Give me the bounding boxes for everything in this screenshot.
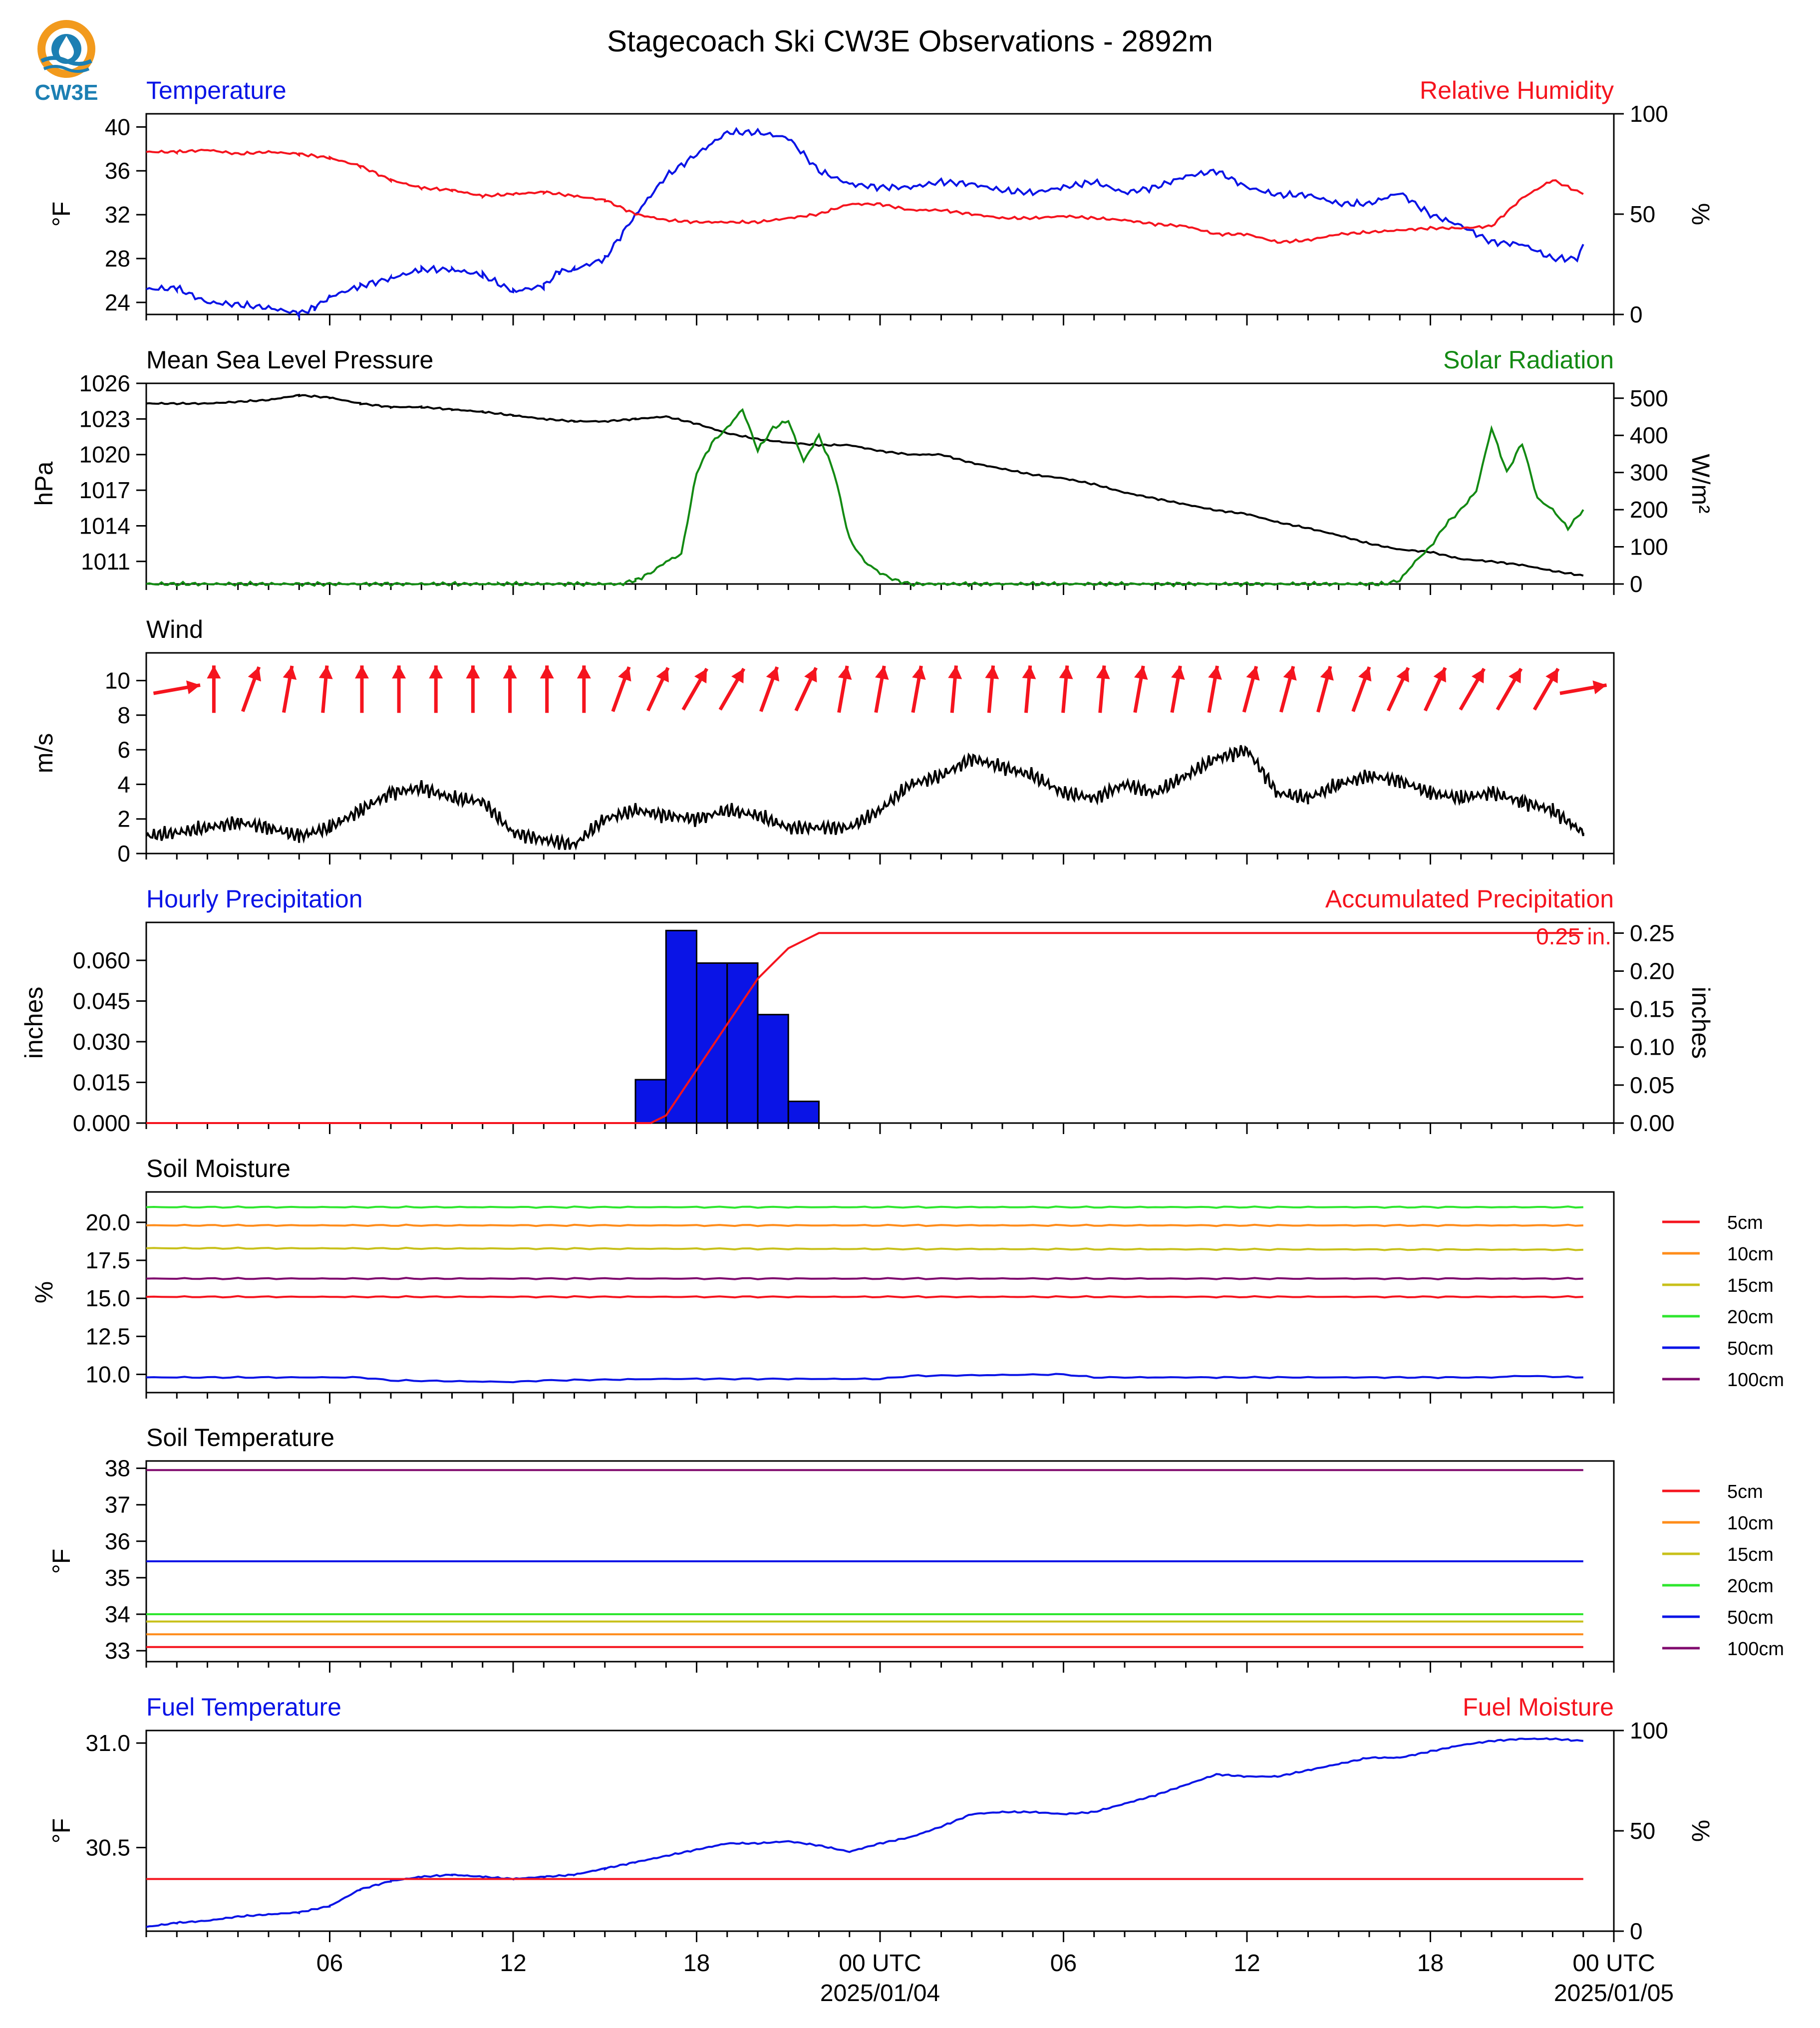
y-tick-label-left: 31.0 <box>85 1730 130 1756</box>
y-tick-label-right: 0.15 <box>1630 996 1675 1022</box>
y-tick-label-right: 400 <box>1630 422 1668 449</box>
legend-label: 50cm <box>1727 1607 1774 1628</box>
y-tick-label-left: 24 <box>104 289 130 315</box>
legend-label: 50cm <box>1727 1338 1774 1359</box>
cw3e-logo <box>34 20 98 105</box>
y-tick-label-right: 0.05 <box>1630 1072 1675 1098</box>
y-tick-label-left: 1011 <box>81 548 130 575</box>
x-tick-label: 12 <box>1233 1950 1260 1977</box>
y-tick-label-right: 500 <box>1630 385 1668 411</box>
y-tick-label-left: 4 <box>117 771 130 798</box>
y-axis-label-left: m/s <box>30 733 58 774</box>
series-20cm <box>146 1206 1583 1208</box>
legend-label: 10cm <box>1727 1513 1774 1534</box>
y-tick-label-left: 20.0 <box>85 1209 130 1235</box>
precip-bar <box>758 1015 788 1123</box>
panel-title-left: Hourly Precipitation <box>146 885 363 913</box>
x-date-label: 2025/01/04 <box>820 1980 940 2007</box>
y-tick-label-right: 0 <box>1630 301 1643 327</box>
y-tick-label-left: 12.5 <box>85 1323 130 1350</box>
panel-title-left: Mean Sea Level Pressure <box>146 346 434 374</box>
y-tick-label-left: 1017 <box>79 477 130 504</box>
y-tick-label-left: 0.000 <box>72 1110 130 1136</box>
panel-title-right: Relative Humidity <box>1419 76 1614 104</box>
y-tick-label-left: 36 <box>104 1528 130 1554</box>
y-tick-label-left: 0.045 <box>72 988 130 1014</box>
legend-label: 10cm <box>1727 1244 1774 1265</box>
y-tick-label-right: 200 <box>1630 497 1668 523</box>
x-tick-label: 06 <box>1050 1950 1077 1977</box>
y-axis-label-right: % <box>1687 203 1715 226</box>
y-tick-label-right: 0.00 <box>1630 1110 1675 1136</box>
panel-title-left: Wind <box>146 615 203 643</box>
y-tick-label-left: 1026 <box>79 370 130 396</box>
y-tick-label-left: 36 <box>104 158 130 184</box>
series-5cm <box>146 1296 1583 1298</box>
y-tick-label-left: 15.0 <box>85 1285 130 1312</box>
panel-title-left: Temperature <box>146 76 287 104</box>
series-10cm <box>146 1225 1583 1226</box>
legend-label: 15cm <box>1727 1544 1774 1565</box>
x-tick-label: 18 <box>683 1950 710 1977</box>
legend-label: 100cm <box>1727 1370 1785 1391</box>
legend-label: 5cm <box>1727 1481 1763 1502</box>
x-tick-label: 12 <box>500 1950 527 1977</box>
y-tick-label-left: 0 <box>117 841 130 867</box>
y-tick-label-right: 100 <box>1630 101 1668 127</box>
y-axis-label-left: inches <box>20 986 48 1059</box>
x-tick-label: 00 UTC <box>1572 1950 1655 1977</box>
x-tick-label: 18 <box>1417 1950 1444 1977</box>
legend-label: 20cm <box>1727 1307 1774 1328</box>
y-tick-label-left: 35 <box>104 1564 130 1591</box>
y-tick-label-left: 6 <box>117 737 130 763</box>
y-axis-label-right: W/m² <box>1687 454 1715 514</box>
y-tick-label-left: 32 <box>104 202 130 228</box>
y-tick-label-right: 300 <box>1630 459 1668 486</box>
precip-bar <box>635 1080 666 1123</box>
y-axis-label-left: hPa <box>30 461 58 506</box>
y-axis-label-right: inches <box>1687 986 1715 1059</box>
y-tick-label-left: 1020 <box>79 441 130 468</box>
y-tick-label-left: 38 <box>104 1455 130 1481</box>
y-tick-label-right: 0.25 <box>1630 920 1675 946</box>
legend-label: 100cm <box>1727 1639 1785 1660</box>
y-tick-label-left: 34 <box>104 1601 130 1627</box>
legend-label: 20cm <box>1727 1576 1774 1597</box>
legend-label: 5cm <box>1727 1212 1763 1233</box>
x-tick-label: 00 UTC <box>839 1950 921 1977</box>
y-tick-label-left: 1014 <box>79 513 130 539</box>
series-100cm <box>146 1278 1583 1279</box>
y-tick-label-left: 28 <box>104 245 130 272</box>
y-tick-label-left: 37 <box>104 1491 130 1518</box>
legend-label: 15cm <box>1727 1275 1774 1296</box>
precip-bar <box>788 1102 819 1123</box>
x-tick-label: 06 <box>316 1950 343 1977</box>
y-axis-label-left: °F <box>47 201 75 227</box>
y-tick-label-left: 17.5 <box>85 1247 130 1274</box>
panel-title-right: Accumulated Precipitation <box>1325 885 1614 913</box>
panel-title-left: Soil Moisture <box>146 1155 291 1182</box>
panel-title-left: Fuel Temperature <box>146 1693 341 1721</box>
y-tick-label-right: 50 <box>1630 201 1656 227</box>
y-axis-label-right: % <box>1687 1819 1715 1842</box>
panel-title-right: Fuel Moisture <box>1463 1693 1614 1721</box>
total-precip-label: 0.25 in. <box>1536 923 1611 950</box>
y-tick-label-left: 40 <box>104 114 130 140</box>
y-tick-label-right: 100 <box>1630 1718 1668 1743</box>
y-tick-label-left: 30.5 <box>85 1834 130 1861</box>
y-tick-label-left: 0.015 <box>72 1069 130 1096</box>
y-tick-label-left: 2 <box>117 806 130 832</box>
y-tick-label-right: 0 <box>1630 571 1643 597</box>
y-axis-label-left: °F <box>47 1548 75 1574</box>
y-tick-label-right: 0.10 <box>1630 1034 1675 1060</box>
panel-title-right: Solar Radiation <box>1443 346 1614 374</box>
y-tick-label-right: 0.20 <box>1630 958 1675 984</box>
y-tick-label-left: 0.060 <box>72 947 130 974</box>
y-tick-label-right: 100 <box>1630 534 1668 560</box>
panel-title-left: Soil Temperature <box>146 1424 335 1451</box>
y-tick-label-left: 10.0 <box>85 1361 130 1388</box>
precip-bar <box>697 963 727 1123</box>
x-date-label: 2025/01/05 <box>1553 1980 1674 2007</box>
y-tick-label-right: 50 <box>1630 1818 1656 1844</box>
y-tick-label-left: 1023 <box>79 406 130 432</box>
y-tick-label-right: 0 <box>1630 1918 1643 1944</box>
y-axis-label-left: % <box>30 1281 58 1304</box>
y-tick-label-left: 0.030 <box>72 1029 130 1055</box>
logo-text: CW3E <box>34 80 98 105</box>
y-tick-label-left: 10 <box>104 667 130 694</box>
y-axis-label-left: °F <box>47 1818 75 1844</box>
y-tick-label-left: 8 <box>117 702 130 728</box>
figure-title: Stagecoach Ski CW3E Observations - 2892m <box>607 24 1213 58</box>
y-tick-label-left: 33 <box>104 1638 130 1664</box>
